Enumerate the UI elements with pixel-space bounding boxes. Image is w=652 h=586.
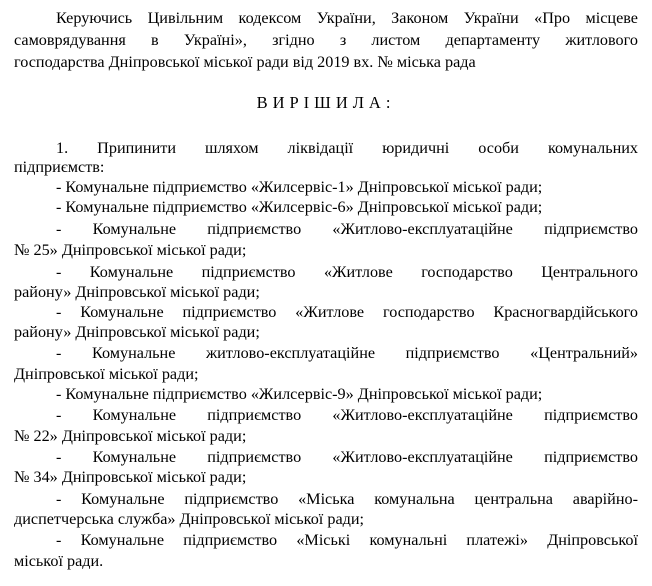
list-item: - Комунальне підприємство «Житлове господарство Красногвардійського	[56, 303, 638, 321]
list-item: - Комунальне підприємство «Житлово-експлуатаційне підприємство	[56, 448, 638, 466]
intro-line-2: самоврядування в Україні», згідно з листом департаменту житлового	[14, 31, 638, 49]
item-1-line-2: підприємств:	[14, 158, 105, 176]
list-item: - Комунальне підприємство «Житлово-експлуатаційне підприємство	[56, 220, 638, 238]
list-item-continuation: району» Дніпровської міської ради;	[14, 283, 260, 301]
list-item: - Комунальне підприємство «Жилсервіс-1» Дніпровської міської ради;	[56, 178, 543, 196]
item-1-line-1: 1. Припинити шляхом ліквідації юридичні особи комунальних	[56, 139, 638, 157]
intro-line-3: господарства Дніпровської міської ради від 2019 вх. № міська рада	[14, 53, 476, 71]
list-item-continuation: № 34» Дніпровської міської ради;	[14, 468, 247, 486]
decision-heading: ВИРІШИЛА:	[256, 93, 396, 112]
list-item: - Комунальне житлово-експлуатаційне підприємство «Центральний»	[56, 344, 638, 362]
list-item-continuation: № 25» Дніпровської міської ради;	[14, 241, 247, 259]
list-item-continuation: Дніпровської міської ради;	[14, 365, 199, 383]
list-item: - Комунальне підприємство «Житлове господарство Центрального	[56, 263, 638, 281]
intro-line-1: Керуючись Цивільним кодексом України, Законом України «Про місцеве	[56, 9, 638, 27]
list-item-continuation: району» Дніпровської міської ради;	[14, 323, 260, 341]
list-item-continuation: міської ради.	[14, 552, 104, 570]
list-item: - Комунальне підприємство «Міська комунальна центральна аварійно-	[56, 490, 638, 508]
list-item-continuation: № 22» Дніпровської міської ради;	[14, 427, 247, 445]
list-item: - Комунальне підприємство «Житлово-експлуатаційне підприємство	[56, 406, 638, 424]
list-item-continuation: диспетчерська служба» Дніпровської міської ради;	[14, 510, 365, 528]
list-item: - Комунальне підприємство «Жилсервіс-6» Дніпровської міської ради;	[56, 198, 543, 216]
list-item: - Комунальне підприємство «Жилсервіс-9» Дніпровської міської ради;	[56, 385, 543, 403]
list-item: - Комунальне підприємство «Міські комунальні платежі» Дніпровської	[56, 531, 638, 549]
